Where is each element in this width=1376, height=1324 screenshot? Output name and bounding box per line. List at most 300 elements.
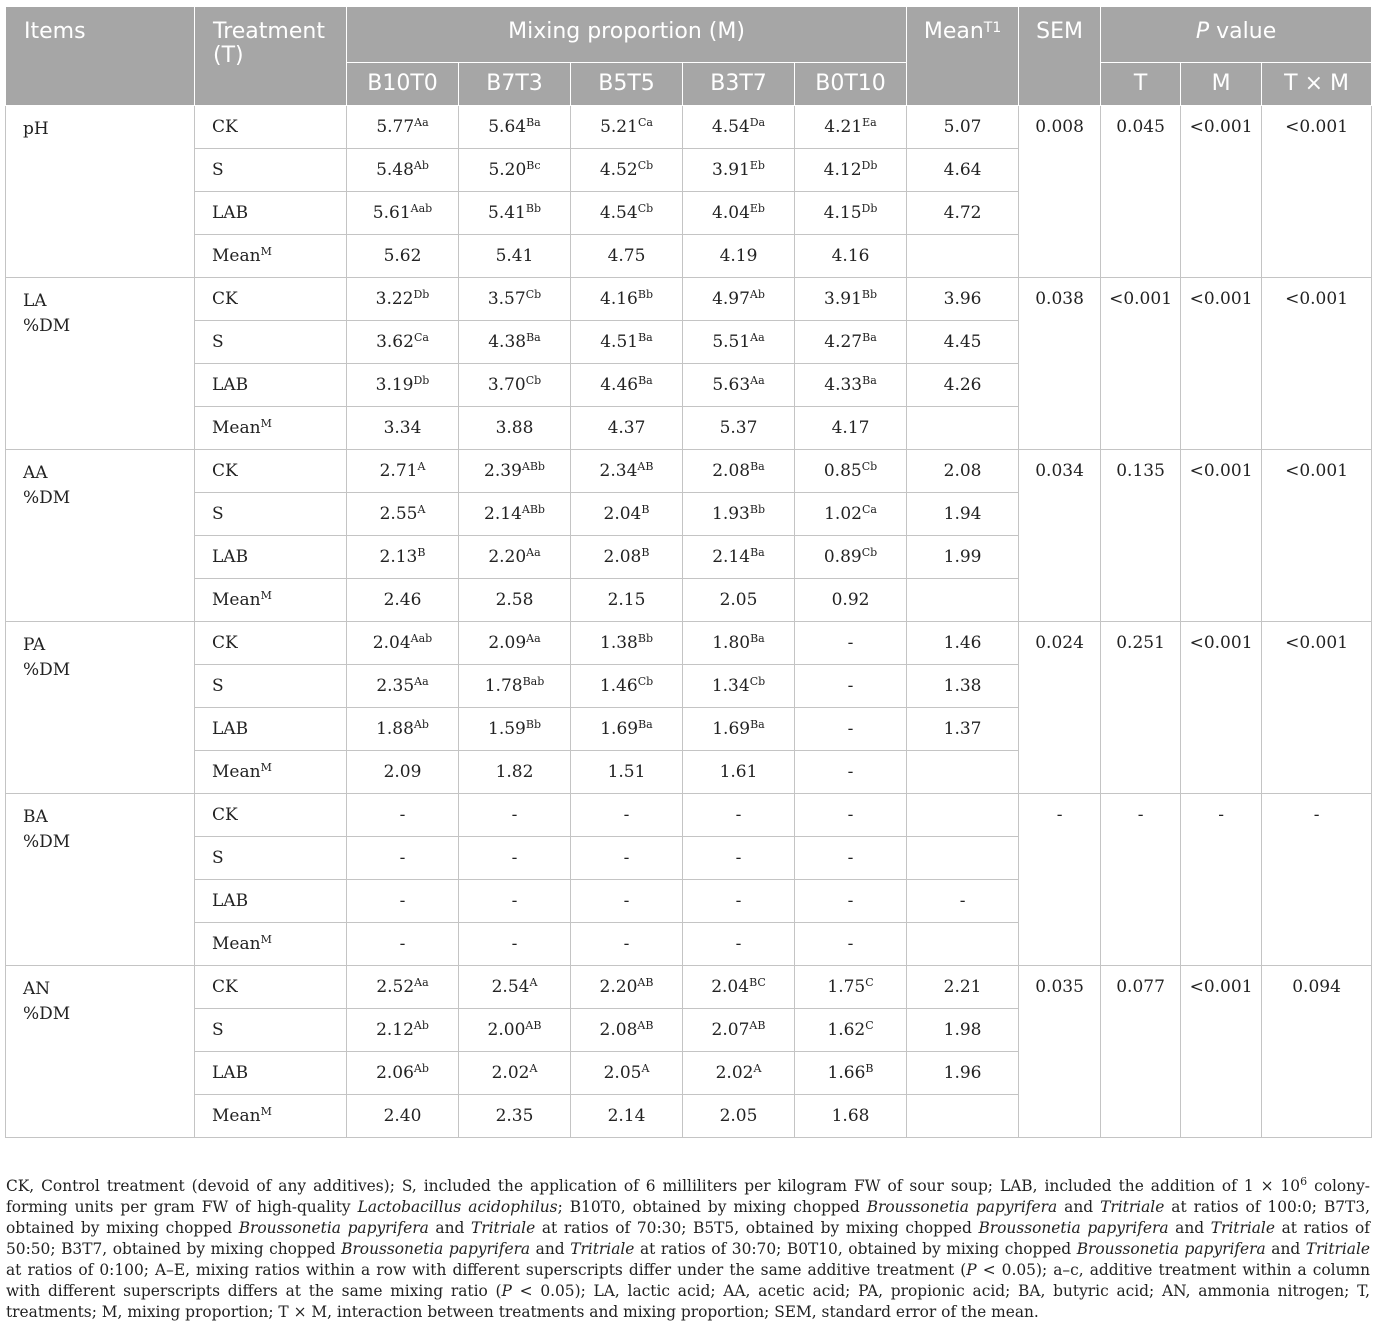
value-cell bbox=[571, 880, 683, 923]
value-cell bbox=[795, 106, 907, 149]
value-cell bbox=[571, 106, 683, 149]
cell-value: 4.17 bbox=[831, 418, 870, 438]
cell-value: - bbox=[511, 848, 518, 868]
cell-superscript: Aa bbox=[414, 116, 429, 129]
cell-value: - bbox=[847, 934, 854, 954]
cell-value: 0.89 bbox=[823, 547, 862, 567]
treatment-label bbox=[195, 321, 347, 364]
cell-value: 3.19 bbox=[375, 375, 414, 395]
treatment-label bbox=[195, 278, 347, 321]
sem-cell: 0.008 bbox=[1019, 106, 1101, 278]
cell-value: 3.22 bbox=[375, 289, 414, 309]
treatment-label bbox=[195, 493, 347, 536]
cell-value: 2.13 bbox=[379, 547, 418, 567]
treatment-sup: M bbox=[260, 589, 272, 602]
value-cell bbox=[683, 579, 795, 622]
cell-value: 4.33 bbox=[824, 375, 863, 395]
cell-value: - bbox=[847, 719, 854, 739]
value-cell bbox=[459, 794, 571, 837]
treatment-label bbox=[195, 407, 347, 450]
treatment-text: LAB bbox=[212, 547, 249, 567]
cell-superscript: Ba bbox=[862, 331, 877, 344]
cell-value: 2.35 bbox=[495, 1106, 534, 1126]
value-cell bbox=[571, 794, 683, 837]
cell-superscript: Ba bbox=[862, 374, 877, 387]
mean-t-cell bbox=[907, 923, 1019, 966]
cell-value: 4.12 bbox=[823, 160, 862, 180]
p-tm-cell: <0.001 bbox=[1262, 278, 1372, 450]
footnote-segment: < 0.05); LA, lactic acid; AA, acetic acid; PA, propionic acid; BA, butyric acid; AN, ammonia nitrogen; T, treatments; M, mixing proportion; T × M, interaction between treatments and mixing proportion; SEM, standard error of the mean. bbox=[6, 1282, 1370, 1321]
cell-value: 1.59 bbox=[488, 719, 526, 739]
cell-value: 5.41 bbox=[488, 203, 526, 223]
cell-value: 2.08 bbox=[599, 1020, 638, 1040]
p-m-cell: <0.001 bbox=[1181, 106, 1262, 278]
cell-value: 4.38 bbox=[488, 332, 527, 352]
cell-value: 5.51 bbox=[712, 332, 751, 352]
cell-superscript: AB bbox=[637, 976, 654, 989]
cell-value: 2.12 bbox=[376, 1020, 414, 1040]
value-cell bbox=[683, 751, 795, 794]
cell-value: 2.09 bbox=[488, 633, 527, 653]
p-t-cell: <0.001 bbox=[1101, 278, 1181, 450]
value-cell bbox=[683, 622, 795, 665]
value-cell bbox=[795, 450, 907, 493]
cell-superscript: A bbox=[641, 1062, 650, 1075]
cell-value: 2.05 bbox=[603, 1063, 642, 1083]
value-cell bbox=[683, 1095, 795, 1138]
cell-superscript: ABb bbox=[521, 503, 545, 516]
cell-value: - bbox=[847, 676, 854, 696]
footnote-segment: at ratios of 30:70; B0T10, obtained by mixing chopped bbox=[634, 1240, 1077, 1258]
treatment-sup: M bbox=[260, 1105, 272, 1118]
value-cell bbox=[347, 450, 459, 493]
p-t-cell: 0.135 bbox=[1101, 450, 1181, 622]
value-cell bbox=[347, 579, 459, 622]
item-label-line: AA bbox=[23, 463, 48, 483]
treatment-text: CK bbox=[212, 805, 238, 825]
cell-value: 4.97 bbox=[712, 289, 750, 309]
cell-superscript: Aa bbox=[414, 976, 429, 989]
treatment-label bbox=[195, 622, 347, 665]
cell-superscript: Bb bbox=[861, 288, 878, 301]
cell-value: 4.37 bbox=[607, 418, 646, 438]
treatment-sup: M bbox=[260, 933, 272, 946]
value-cell bbox=[459, 364, 571, 407]
cell-value: 4.54 bbox=[599, 203, 638, 223]
cell-superscript: Ab bbox=[413, 718, 429, 731]
treatment-text: CK bbox=[212, 461, 238, 481]
cell-value: 5.63 bbox=[712, 375, 751, 395]
header-p-col-1: M bbox=[1181, 63, 1262, 106]
treatment-text: S bbox=[212, 332, 224, 352]
sem-cell: 0.024 bbox=[1019, 622, 1101, 794]
mean-t-cell: 4.26 bbox=[907, 364, 1019, 407]
cell-superscript: B bbox=[417, 546, 426, 559]
treatment-label bbox=[195, 235, 347, 278]
value-cell bbox=[459, 751, 571, 794]
cell-superscript: Ab bbox=[413, 1019, 429, 1032]
value-cell bbox=[795, 579, 907, 622]
footnote-segment: at ratios of 100:0; B7T3, obtained by mixing chopped bbox=[6, 1198, 1371, 1237]
value-cell bbox=[571, 536, 683, 579]
cell-value: 2.14 bbox=[484, 504, 522, 524]
cell-superscript: Ba bbox=[750, 718, 765, 731]
cell-value: 1.34 bbox=[711, 676, 750, 696]
item-label bbox=[6, 794, 195, 966]
header-mix-b5t5: B5T5 bbox=[571, 63, 683, 106]
cell-value: 1.69 bbox=[600, 719, 639, 739]
footnote-segment: Broussonetia papyrifera bbox=[1076, 1240, 1266, 1258]
cell-value: 2.05 bbox=[719, 590, 758, 610]
treatment-text: Mean bbox=[212, 590, 261, 610]
cell-value: 2.06 bbox=[376, 1063, 414, 1083]
value-cell bbox=[459, 149, 571, 192]
p-tm-cell: <0.001 bbox=[1262, 106, 1372, 278]
footnote-segment: and bbox=[530, 1240, 571, 1258]
treatment-sup: M bbox=[260, 245, 272, 258]
item-label-line: %DM bbox=[23, 1004, 71, 1024]
value-cell bbox=[683, 493, 795, 536]
value-cell bbox=[459, 665, 571, 708]
mean-t-cell: 3.96 bbox=[907, 278, 1019, 321]
treatment-text: LAB bbox=[212, 375, 249, 395]
cell-value: 1.46 bbox=[599, 676, 638, 696]
treatment-text: CK bbox=[212, 289, 238, 309]
cell-value: - bbox=[623, 848, 630, 868]
cell-superscript: Ca bbox=[861, 503, 877, 516]
item-label-line: %DM bbox=[23, 488, 71, 508]
cell-value: 4.04 bbox=[712, 203, 750, 223]
cell-value: 2.14 bbox=[607, 1106, 646, 1126]
cell-value: 1.38 bbox=[600, 633, 638, 653]
treatment-text: LAB bbox=[212, 891, 249, 911]
value-cell bbox=[795, 751, 907, 794]
value-cell bbox=[459, 622, 571, 665]
cell-value: 5.61 bbox=[372, 203, 411, 223]
treatment-label bbox=[195, 923, 347, 966]
item-label bbox=[6, 622, 195, 794]
cell-value: 5.21 bbox=[600, 117, 638, 137]
p-t-cell: - bbox=[1101, 794, 1181, 966]
value-cell bbox=[347, 837, 459, 880]
value-cell bbox=[571, 1052, 683, 1095]
cell-value: 1.02 bbox=[824, 504, 862, 524]
treatment-text: LAB bbox=[212, 1063, 249, 1083]
cell-superscript: Ca bbox=[413, 331, 429, 344]
value-cell bbox=[347, 536, 459, 579]
cell-value: 4.16 bbox=[831, 246, 870, 266]
p-tm-cell: <0.001 bbox=[1262, 450, 1372, 622]
table-row bbox=[6, 966, 1372, 1009]
cell-superscript: Ba bbox=[750, 632, 765, 645]
footnote-segment: Tritriale bbox=[470, 1219, 536, 1237]
cell-value: 4.15 bbox=[823, 203, 862, 223]
cell-value: 0.85 bbox=[823, 461, 862, 481]
cell-value: 2.15 bbox=[607, 590, 646, 610]
value-cell bbox=[795, 966, 907, 1009]
cell-value: 3.62 bbox=[376, 332, 414, 352]
item-label bbox=[6, 966, 195, 1138]
cell-value: 1.68 bbox=[831, 1106, 870, 1126]
value-cell bbox=[795, 1095, 907, 1138]
p-tm-cell: 0.094 bbox=[1262, 966, 1372, 1138]
cell-value: - bbox=[735, 848, 742, 868]
value-cell bbox=[795, 794, 907, 837]
cell-value: 2.35 bbox=[376, 676, 415, 696]
value-cell bbox=[683, 837, 795, 880]
cell-value: 2.46 bbox=[383, 590, 422, 610]
cell-value: - bbox=[847, 762, 854, 782]
mean-t-cell: 1.98 bbox=[907, 1009, 1019, 1052]
cell-value: - bbox=[511, 891, 518, 911]
sem-cell: - bbox=[1019, 794, 1101, 966]
mean-t-cell bbox=[907, 235, 1019, 278]
cell-superscript: Ba bbox=[638, 718, 653, 731]
p-m-cell: <0.001 bbox=[1181, 622, 1262, 794]
cell-value: 1.88 bbox=[376, 719, 414, 739]
value-cell bbox=[347, 708, 459, 751]
cell-superscript: Aa bbox=[750, 331, 765, 344]
cell-value: - bbox=[623, 934, 630, 954]
value-cell bbox=[683, 966, 795, 1009]
cell-value: - bbox=[847, 805, 854, 825]
cell-superscript: A bbox=[417, 460, 426, 473]
table-body bbox=[6, 106, 1372, 1138]
cell-superscript: BC bbox=[749, 976, 766, 989]
mean-t-cell: 4.45 bbox=[907, 321, 1019, 364]
header-mean-t: Mean$^{T1}$ bbox=[907, 7, 1019, 106]
cell-superscript: AB bbox=[749, 1019, 766, 1032]
cell-value: 2.20 bbox=[599, 977, 638, 997]
cell-value: 1.61 bbox=[719, 762, 758, 782]
cell-value: 1.78 bbox=[484, 676, 523, 696]
header-p-col-0: T bbox=[1101, 63, 1181, 106]
mean-t-cell bbox=[907, 837, 1019, 880]
cell-superscript: A bbox=[753, 1062, 762, 1075]
footnote-segment: P bbox=[501, 1282, 512, 1300]
mean-t-cell: 2.21 bbox=[907, 966, 1019, 1009]
cell-value: 4.21 bbox=[824, 117, 863, 137]
value-cell bbox=[571, 665, 683, 708]
cell-value: 2.04 bbox=[603, 504, 642, 524]
value-cell bbox=[683, 278, 795, 321]
cell-superscript: Ba bbox=[638, 331, 653, 344]
cell-value: 3.34 bbox=[383, 418, 422, 438]
value-cell bbox=[347, 364, 459, 407]
value-cell bbox=[459, 278, 571, 321]
value-cell bbox=[683, 536, 795, 579]
footnote-segment: at ratios of 0:100; A–E, mixing ratios within a row with different superscripts differ under the same additive treatment ( bbox=[6, 1261, 967, 1279]
cell-superscript: Ba bbox=[750, 546, 765, 559]
value-cell bbox=[795, 192, 907, 235]
item-label-line: LA bbox=[23, 291, 47, 311]
treatment-text: S bbox=[212, 160, 224, 180]
cell-superscript: ABb bbox=[521, 460, 545, 473]
cell-superscript: Ba bbox=[750, 460, 765, 473]
cell-value: 2.02 bbox=[715, 1063, 754, 1083]
cell-superscript: Cb bbox=[637, 202, 654, 215]
table-row bbox=[6, 622, 1372, 665]
cell-value: 5.20 bbox=[488, 160, 527, 180]
cell-value: 2.52 bbox=[376, 977, 415, 997]
cell-value: - bbox=[399, 934, 406, 954]
cell-value: 2.58 bbox=[495, 590, 534, 610]
value-cell bbox=[795, 622, 907, 665]
value-cell bbox=[459, 493, 571, 536]
p-t-cell: 0.251 bbox=[1101, 622, 1181, 794]
cell-value: - bbox=[735, 891, 742, 911]
footnote-segment: Tritriale bbox=[1210, 1219, 1275, 1237]
p-m-cell: <0.001 bbox=[1181, 966, 1262, 1138]
item-label-line: AN bbox=[23, 979, 51, 999]
cell-value: 4.75 bbox=[607, 246, 646, 266]
treatment-label bbox=[195, 1052, 347, 1095]
mean-t-cell: 1.46 bbox=[907, 622, 1019, 665]
treatment-label bbox=[195, 192, 347, 235]
value-cell bbox=[795, 880, 907, 923]
cell-superscript: Cb bbox=[637, 675, 654, 688]
cell-superscript: Aa bbox=[750, 374, 765, 387]
treatment-text: CK bbox=[212, 633, 238, 653]
cell-superscript: Cb bbox=[861, 460, 878, 473]
header-items: Items bbox=[6, 7, 195, 106]
value-cell bbox=[347, 622, 459, 665]
cell-value: 2.14 bbox=[712, 547, 751, 567]
cell-superscript: Cb bbox=[637, 159, 654, 172]
header-treatment: Treatment (T) bbox=[195, 7, 347, 106]
cell-value: 1.75 bbox=[827, 977, 866, 997]
value-cell bbox=[795, 837, 907, 880]
value-cell bbox=[683, 407, 795, 450]
cell-value: 2.09 bbox=[383, 762, 422, 782]
cell-superscript: A bbox=[529, 976, 538, 989]
treatment-label bbox=[195, 880, 347, 923]
value-cell bbox=[683, 149, 795, 192]
treatment-sup: M bbox=[260, 761, 272, 774]
cell-value: 3.91 bbox=[824, 289, 862, 309]
value-cell bbox=[571, 278, 683, 321]
mean-t-cell: 1.99 bbox=[907, 536, 1019, 579]
cell-value: 1.69 bbox=[712, 719, 751, 739]
cell-superscript: AB bbox=[637, 460, 654, 473]
treatment-text: Mean bbox=[212, 762, 261, 782]
cell-superscript: A bbox=[529, 1062, 538, 1075]
value-cell bbox=[347, 880, 459, 923]
mean-t-cell: 1.96 bbox=[907, 1052, 1019, 1095]
sem-cell: 0.038 bbox=[1019, 278, 1101, 450]
value-cell bbox=[459, 106, 571, 149]
footnote-segment: and bbox=[428, 1219, 471, 1237]
value-cell bbox=[571, 579, 683, 622]
header-mix-b10t0: B10T0 bbox=[347, 63, 459, 106]
cell-value: 0.92 bbox=[831, 590, 870, 610]
treatment-text: LAB bbox=[212, 203, 249, 223]
value-cell bbox=[571, 622, 683, 665]
cell-superscript: AB bbox=[637, 1019, 654, 1032]
footnote-segment: Lactobacillus acidophilus bbox=[357, 1198, 558, 1216]
value-cell bbox=[795, 278, 907, 321]
value-cell bbox=[795, 923, 907, 966]
cell-value: 3.88 bbox=[495, 418, 534, 438]
value-cell bbox=[347, 665, 459, 708]
cell-value: 2.40 bbox=[383, 1106, 422, 1126]
cell-value: 2.34 bbox=[599, 461, 638, 481]
p-m-cell: - bbox=[1181, 794, 1262, 966]
cell-superscript: Eb bbox=[749, 159, 765, 172]
treatment-label bbox=[195, 751, 347, 794]
cell-value: - bbox=[847, 633, 854, 653]
cell-value: 1.51 bbox=[607, 762, 646, 782]
value-cell bbox=[571, 364, 683, 407]
value-cell bbox=[795, 321, 907, 364]
header-mix-b3t7: B3T7 bbox=[683, 63, 795, 106]
treatment-text: Mean bbox=[212, 418, 261, 438]
footnote-segment: Tritriale bbox=[1305, 1240, 1370, 1258]
value-cell bbox=[683, 364, 795, 407]
p-t-cell: 0.045 bbox=[1101, 106, 1181, 278]
p-t-cell: 0.077 bbox=[1101, 966, 1181, 1138]
treatment-sup: M bbox=[260, 417, 272, 430]
cell-superscript: Db bbox=[861, 202, 878, 215]
value-cell bbox=[683, 708, 795, 751]
treatment-label bbox=[195, 794, 347, 837]
cell-superscript: Ea bbox=[862, 116, 877, 129]
cell-superscript: Aa bbox=[414, 675, 429, 688]
value-cell bbox=[571, 192, 683, 235]
sem-cell: 0.034 bbox=[1019, 450, 1101, 622]
value-cell bbox=[683, 106, 795, 149]
value-cell bbox=[571, 751, 683, 794]
cell-value: 3.91 bbox=[712, 160, 750, 180]
value-cell bbox=[459, 450, 571, 493]
value-cell bbox=[571, 407, 683, 450]
footnote-segment: Broussonetia papyrifera bbox=[341, 1240, 531, 1258]
treatment-text: S bbox=[212, 504, 224, 524]
treatment-text: Mean bbox=[212, 1106, 261, 1126]
cell-value: 5.62 bbox=[383, 246, 422, 266]
cell-value: 2.04 bbox=[372, 633, 411, 653]
treatment-label bbox=[195, 1095, 347, 1138]
value-cell bbox=[683, 192, 795, 235]
cell-superscript: Db bbox=[413, 288, 430, 301]
cell-superscript: Eb bbox=[749, 202, 765, 215]
value-cell bbox=[571, 149, 683, 192]
treatment-label bbox=[195, 106, 347, 149]
value-cell bbox=[571, 708, 683, 751]
cell-superscript: B bbox=[641, 503, 650, 516]
mean-t-cell bbox=[907, 751, 1019, 794]
mean-t-cell: 4.64 bbox=[907, 149, 1019, 192]
table-header bbox=[6, 7, 1372, 106]
cell-value: 2.07 bbox=[711, 1020, 750, 1040]
cell-superscript: Cb bbox=[861, 546, 878, 559]
item-label bbox=[6, 450, 195, 622]
cell-value: - bbox=[399, 891, 406, 911]
value-cell bbox=[347, 192, 459, 235]
sem-cell: 0.035 bbox=[1019, 966, 1101, 1138]
value-cell bbox=[683, 665, 795, 708]
cell-superscript: Ab bbox=[413, 159, 429, 172]
value-cell bbox=[459, 1095, 571, 1138]
cell-value: 5.48 bbox=[376, 160, 414, 180]
mean-t-cell: 2.08 bbox=[907, 450, 1019, 493]
value-cell bbox=[459, 880, 571, 923]
cell-superscript: A bbox=[417, 503, 426, 516]
treatment-text: S bbox=[212, 848, 224, 868]
value-cell bbox=[347, 1009, 459, 1052]
cell-value: - bbox=[847, 848, 854, 868]
treatment-text: Mean bbox=[212, 934, 261, 954]
